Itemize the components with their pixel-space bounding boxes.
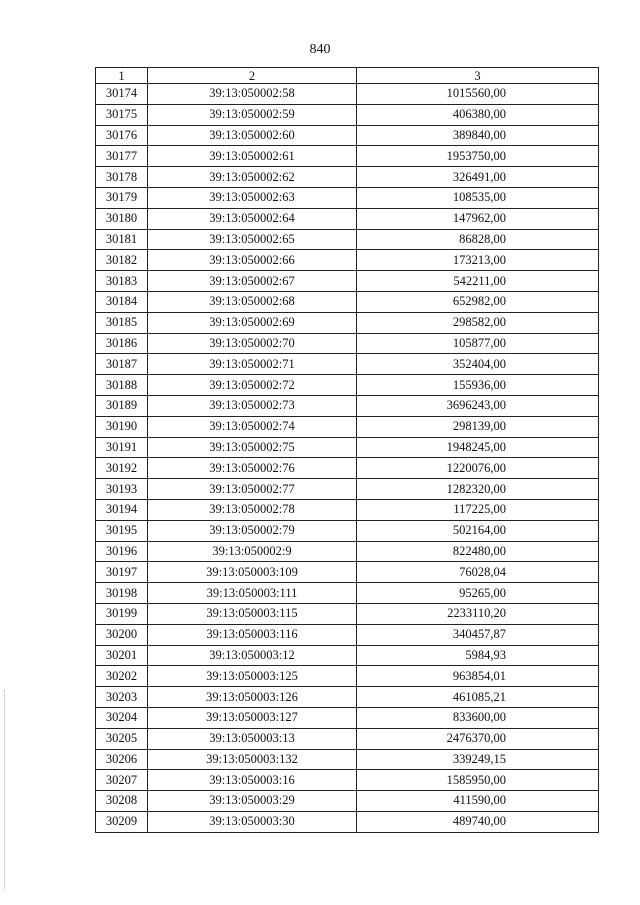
cadastral-number-cell: 39:13:050003:127 xyxy=(148,707,357,728)
cadastral-value-cell: 95265,00 xyxy=(357,583,599,604)
table-body xyxy=(96,84,599,833)
row-number-cell: 30187 xyxy=(96,354,148,375)
row-number-cell: 30181 xyxy=(96,229,148,250)
row-number-cell: 30198 xyxy=(96,583,148,604)
cadastral-value-cell: 352404,00 xyxy=(357,354,599,375)
table-row xyxy=(96,84,599,105)
cadastral-number-cell: 39:13:050002:65 xyxy=(148,229,357,250)
cadastral-value-cell: 76028,04 xyxy=(357,562,599,583)
table-row xyxy=(96,146,599,167)
column-header-3: 3 xyxy=(357,68,599,84)
cadastral-value-cell: 652982,00 xyxy=(357,291,599,312)
table-row xyxy=(96,666,599,687)
cadastral-number-cell: 39:13:050002:78 xyxy=(148,499,357,520)
table-row xyxy=(96,791,599,812)
row-number-cell: 30186 xyxy=(96,333,148,354)
row-number-cell: 30188 xyxy=(96,375,148,396)
cadastral-number-cell: 39:13:050002:64 xyxy=(148,208,357,229)
table-row xyxy=(96,520,599,541)
row-number-cell: 30200 xyxy=(96,624,148,645)
row-number-cell: 30192 xyxy=(96,458,148,479)
cadastral-number-cell: 39:13:050003:30 xyxy=(148,811,357,832)
table-row xyxy=(96,458,599,479)
cadastral-value-cell: 2476370,00 xyxy=(357,728,599,749)
cadastral-number-cell: 39:13:050002:63 xyxy=(148,187,357,208)
cadastral-number-cell: 39:13:050003:13 xyxy=(148,728,357,749)
cadastral-value-cell: 502164,00 xyxy=(357,520,599,541)
cadastral-value-cell: 2233110,20 xyxy=(357,603,599,624)
page-number: 840 xyxy=(309,42,331,57)
cadastral-number-cell: 39:13:050003:109 xyxy=(148,562,357,583)
row-number-cell: 30179 xyxy=(96,187,148,208)
cadastral-value-cell: 117225,00 xyxy=(357,499,599,520)
table-row xyxy=(96,479,599,500)
cadastral-number-cell: 39:13:050003:111 xyxy=(148,583,357,604)
cadastral-number-cell: 39:13:050002:69 xyxy=(148,312,357,333)
cadastral-value-cell: 489740,00 xyxy=(357,811,599,832)
table-row xyxy=(96,333,599,354)
column-header-2: 2 xyxy=(148,68,357,84)
cadastral-number-cell: 39:13:050002:60 xyxy=(148,125,357,146)
table-row xyxy=(96,271,599,292)
table-row xyxy=(96,624,599,645)
cadastral-number-cell: 39:13:050002:75 xyxy=(148,437,357,458)
row-number-cell: 30182 xyxy=(96,250,148,271)
cadastral-number-cell: 39:13:050002:58 xyxy=(148,84,357,105)
row-number-cell: 30174 xyxy=(96,84,148,105)
cadastral-value-cell: 1953750,00 xyxy=(357,146,599,167)
table-row xyxy=(96,811,599,832)
cadastral-number-cell: 39:13:050003:12 xyxy=(148,645,357,666)
cadastral-number-cell: 39:13:050002:72 xyxy=(148,375,357,396)
row-number-cell: 30209 xyxy=(96,811,148,832)
table-row xyxy=(96,312,599,333)
row-number-cell: 30207 xyxy=(96,770,148,791)
cadastral-value-cell: 833600,00 xyxy=(357,707,599,728)
table-row xyxy=(96,499,599,520)
row-number-cell: 30199 xyxy=(96,603,148,624)
cadastral-number-cell: 39:13:050002:68 xyxy=(148,291,357,312)
row-number-cell: 30206 xyxy=(96,749,148,770)
cadastral-number-cell: 39:13:050002:67 xyxy=(148,271,357,292)
table-row xyxy=(96,187,599,208)
cadastral-value-cell: 340457,87 xyxy=(357,624,599,645)
row-number-cell: 30196 xyxy=(96,541,148,562)
row-number-cell: 30208 xyxy=(96,791,148,812)
row-number-cell: 30193 xyxy=(96,479,148,500)
row-number-cell: 30190 xyxy=(96,416,148,437)
table-row xyxy=(96,562,599,583)
scan-margin-marks xyxy=(4,690,9,890)
cadastral-number-cell: 39:13:050003:132 xyxy=(148,749,357,770)
cadastral-value-cell: 1585950,00 xyxy=(357,770,599,791)
row-number-cell: 30202 xyxy=(96,666,148,687)
cadastral-value-cell: 1015560,00 xyxy=(357,84,599,105)
cadastral-value-cell: 406380,00 xyxy=(357,104,599,125)
cadastral-value-cell: 339249,15 xyxy=(357,749,599,770)
row-number-cell: 30205 xyxy=(96,728,148,749)
table-row xyxy=(96,395,599,416)
table-row xyxy=(96,291,599,312)
cadastral-number-cell: 39:13:050002:70 xyxy=(148,333,357,354)
row-number-cell: 30189 xyxy=(96,395,148,416)
row-number-cell: 30201 xyxy=(96,645,148,666)
cadastral-number-cell: 39:13:050002:71 xyxy=(148,354,357,375)
table-row xyxy=(96,375,599,396)
cadastral-value-cell: 298582,00 xyxy=(357,312,599,333)
cadastral-number-cell: 39:13:050003:126 xyxy=(148,687,357,708)
table-row xyxy=(96,104,599,125)
cadastral-value-cell: 155936,00 xyxy=(357,375,599,396)
row-number-cell: 30191 xyxy=(96,437,148,458)
cadastral-number-cell: 39:13:050002:62 xyxy=(148,167,357,188)
row-number-cell: 30203 xyxy=(96,687,148,708)
cadastral-number-cell: 39:13:050002:74 xyxy=(148,416,357,437)
cadastral-number-cell: 39:13:050003:125 xyxy=(148,666,357,687)
row-number-cell: 30175 xyxy=(96,104,148,125)
row-number-cell: 30176 xyxy=(96,125,148,146)
table-row xyxy=(96,354,599,375)
cadastral-value-cell: 1948245,00 xyxy=(357,437,599,458)
table-row xyxy=(96,645,599,666)
cadastral-number-cell: 39:13:050002:76 xyxy=(148,458,357,479)
row-number-cell: 30204 xyxy=(96,707,148,728)
cadastral-value-cell: 108535,00 xyxy=(357,187,599,208)
cadastral-value-cell: 326491,00 xyxy=(357,167,599,188)
cadastral-number-cell: 39:13:050003:116 xyxy=(148,624,357,645)
cadastral-number-cell: 39:13:050002:73 xyxy=(148,395,357,416)
cadastral-value-cell: 105877,00 xyxy=(357,333,599,354)
table-row xyxy=(96,707,599,728)
cadastral-value-cell: 1220076,00 xyxy=(357,458,599,479)
table-header-row xyxy=(96,68,599,84)
cadastral-value-cell: 963854,01 xyxy=(357,666,599,687)
table-row xyxy=(96,167,599,188)
table-row xyxy=(96,541,599,562)
cadastral-value-cell: 822480,00 xyxy=(357,541,599,562)
table-row xyxy=(96,125,599,146)
cadastral-value-table xyxy=(95,67,599,833)
table-row xyxy=(96,603,599,624)
row-number-cell: 30177 xyxy=(96,146,148,167)
cadastral-number-cell: 39:13:050002:66 xyxy=(148,250,357,271)
cadastral-number-cell: 39:13:050003:29 xyxy=(148,791,357,812)
cadastral-number-cell: 39:13:050002:9 xyxy=(148,541,357,562)
table-row xyxy=(96,728,599,749)
table-row xyxy=(96,583,599,604)
table-row xyxy=(96,770,599,791)
cadastral-value-cell: 86828,00 xyxy=(357,229,599,250)
cadastral-value-cell: 3696243,00 xyxy=(357,395,599,416)
table-row xyxy=(96,250,599,271)
cadastral-value-cell: 1282320,00 xyxy=(357,479,599,500)
cadastral-number-cell: 39:13:050002:61 xyxy=(148,146,357,167)
cadastral-number-cell: 39:13:050003:16 xyxy=(148,770,357,791)
row-number-cell: 30185 xyxy=(96,312,148,333)
table-row xyxy=(96,437,599,458)
cadastral-number-cell: 39:13:050002:79 xyxy=(148,520,357,541)
row-number-cell: 30184 xyxy=(96,291,148,312)
cadastral-value-cell: 411590,00 xyxy=(357,791,599,812)
row-number-cell: 30178 xyxy=(96,167,148,188)
cadastral-number-cell: 39:13:050002:77 xyxy=(148,479,357,500)
row-number-cell: 30180 xyxy=(96,208,148,229)
cadastral-number-cell: 39:13:050002:59 xyxy=(148,104,357,125)
row-number-cell: 30194 xyxy=(96,499,148,520)
cadastral-value-cell: 298139,00 xyxy=(357,416,599,437)
cadastral-value-cell: 389840,00 xyxy=(357,125,599,146)
cadastral-value-cell: 542211,00 xyxy=(357,271,599,292)
column-header-1: 1 xyxy=(96,68,148,84)
table-row xyxy=(96,208,599,229)
row-number-cell: 30195 xyxy=(96,520,148,541)
row-number-cell: 30197 xyxy=(96,562,148,583)
cadastral-value-cell: 461085,21 xyxy=(357,687,599,708)
cadastral-value-cell: 173213,00 xyxy=(357,250,599,271)
table-row xyxy=(96,229,599,250)
table-row xyxy=(96,687,599,708)
table-row xyxy=(96,416,599,437)
table-row xyxy=(96,749,599,770)
cadastral-value-cell: 5984,93 xyxy=(357,645,599,666)
cadastral-value-cell: 147962,00 xyxy=(357,208,599,229)
row-number-cell: 30183 xyxy=(96,271,148,292)
cadastral-number-cell: 39:13:050003:115 xyxy=(148,603,357,624)
